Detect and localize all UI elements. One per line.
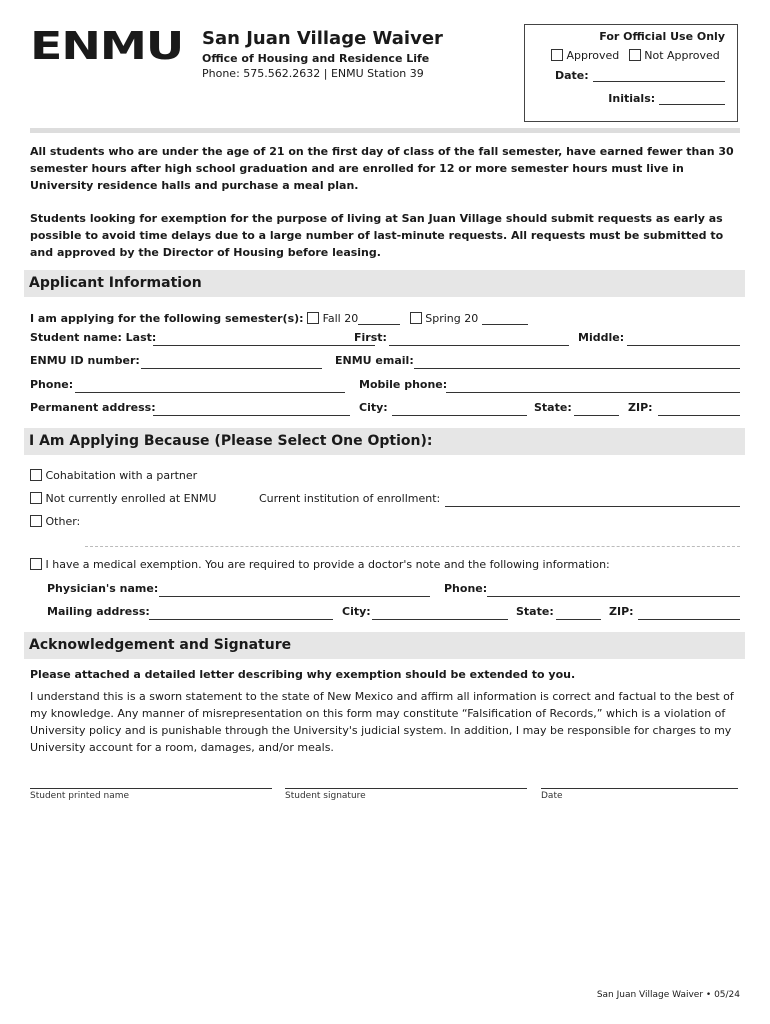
not-approved-checkbox[interactable] [629, 49, 641, 61]
mailing-address-field[interactable] [149, 607, 333, 620]
not-enrolled-label: Not currently enrolled at ENMU [45, 492, 217, 505]
approved-label: Approved [566, 49, 620, 62]
enmu-id-label: ENMU ID number: [30, 354, 140, 367]
last-name-field[interactable] [153, 333, 375, 346]
acknowledgement-section-header [24, 632, 745, 659]
fall-year-field[interactable] [358, 312, 400, 325]
applicant-section-header [24, 270, 745, 297]
mailing-address-label: Mailing address: [47, 605, 150, 618]
official-heading: For Official Use Only [599, 30, 725, 43]
not-approved-label: Not Approved [644, 49, 720, 62]
acknowledgement-heading: Acknowledgement and Signature [29, 637, 292, 653]
address-label: Permanent address: [30, 401, 156, 414]
reason-section-header [24, 428, 745, 455]
office-phone: Phone: 575.562.2632 | ENMU Station 39 [202, 67, 424, 80]
form-title: San Juan Village Waiver [202, 28, 443, 49]
enmu-email-label: ENMU email: [335, 354, 414, 367]
phone-field[interactable] [75, 380, 345, 393]
date-caption: Date [541, 791, 563, 801]
date-label: Date: [555, 69, 589, 82]
official-date-field[interactable] [593, 69, 725, 82]
mailing-state-field[interactable] [556, 607, 601, 620]
office-name: Office of Housing and Residence Life [202, 52, 430, 65]
middle-name-label: Middle: [578, 331, 625, 344]
mailing-city-label: City: [342, 605, 371, 618]
signature-caption: Student signature [285, 791, 366, 801]
first-name-label: First: [354, 331, 387, 344]
fall-checkbox[interactable] [307, 312, 319, 324]
official-initials-field[interactable] [659, 92, 725, 105]
mailing-zip-field[interactable] [638, 607, 740, 620]
signature-field[interactable] [285, 788, 527, 789]
form-footer: San Juan Village Waiver • 05/24 [596, 990, 740, 1000]
state-label: State: [534, 401, 572, 414]
exemption-paragraph: Students looking for exemption for the purpose of living at San Juan Village should submit requests as early as possible to avoid time delays due to a large number of last-minute requests. All requests must be submitted to and approved by the Director of Housing before leasing. [30, 212, 724, 259]
mobile-phone-field[interactable] [446, 380, 740, 393]
medical-checkbox[interactable] [30, 558, 42, 570]
printed-name-caption: Student printed name [30, 791, 130, 801]
not-enrolled-checkbox[interactable] [30, 492, 42, 504]
header-divider [30, 128, 740, 133]
other-checkbox[interactable] [30, 515, 42, 527]
city-field[interactable] [392, 403, 527, 416]
sworn-statement: I understand this is a sworn statement to the state of New Mexico and affirm all information is correct and factual to the best of my knowledge. Any manner of misrepresentation on this form may constitute “Falsification of Records,” which is a violation of University policy and is punishable through the University's judicial system. In addition, I may be responsible for charges to my University account for a room, damages, and/or meals. [30, 690, 734, 754]
mailing-zip-label: ZIP: [609, 605, 634, 618]
first-name-field[interactable] [389, 333, 569, 346]
mobile-phone-label: Mobile phone: [359, 378, 448, 391]
other-field[interactable] [85, 546, 740, 547]
physician-phone-field[interactable] [487, 584, 740, 597]
applicant-heading: Applicant Information [29, 275, 202, 291]
physician-label: Physician's name: [47, 582, 159, 595]
city-label: City: [359, 401, 388, 414]
physician-field[interactable] [159, 584, 430, 597]
mailing-city-field[interactable] [372, 607, 508, 620]
spring-year-field[interactable] [482, 312, 528, 325]
address-field[interactable] [153, 403, 350, 416]
letter-instruction: Please attached a detailed letter describing why exemption should be extended to you. [30, 668, 576, 681]
zip-label: ZIP: [628, 401, 653, 414]
other-label: Other: [45, 515, 81, 528]
phone-label: Phone: [30, 378, 74, 391]
spring-checkbox[interactable] [410, 312, 422, 324]
approved-checkbox[interactable] [551, 49, 563, 61]
fall-label: Fall 20 [322, 312, 359, 325]
physician-phone-label: Phone: [444, 582, 488, 595]
printed-name-field[interactable] [30, 788, 272, 789]
date-field[interactable] [541, 788, 738, 789]
medical-label: I have a medical exemption. You are required to provide a doctor's note and the following information: [45, 558, 610, 571]
zip-field[interactable] [658, 403, 740, 416]
current-institution-label: Current institution of enrollment: [259, 492, 441, 505]
enmu-email-field[interactable] [414, 356, 740, 369]
semester-label: I am applying for the following semester(s): [30, 312, 304, 325]
official-use-box [524, 24, 738, 122]
initials-label: Initials: [608, 92, 656, 105]
last-name-label: Student name: Last: [30, 331, 157, 344]
enmu-id-field[interactable] [141, 356, 322, 369]
state-field[interactable] [574, 403, 619, 416]
cohabitation-label: Cohabitation with a partner [45, 469, 198, 482]
enmu-logo: ENMU [30, 24, 184, 68]
spring-label: Spring 20 [425, 312, 479, 325]
middle-name-field[interactable] [627, 333, 740, 346]
mailing-state-label: State: [516, 605, 554, 618]
current-institution-field[interactable] [445, 494, 740, 507]
cohabitation-checkbox[interactable] [30, 469, 42, 481]
reason-heading: I Am Applying Because (Please Select One Option): [29, 433, 433, 449]
eligibility-paragraph: All students who are under the age of 21 on the first day of class of the fall semester, have earned fewer than 30 semester hours after high school graduation and are enrolled for 12 or more semester hours must live in University residence halls and purchase a meal plan. [30, 145, 734, 192]
